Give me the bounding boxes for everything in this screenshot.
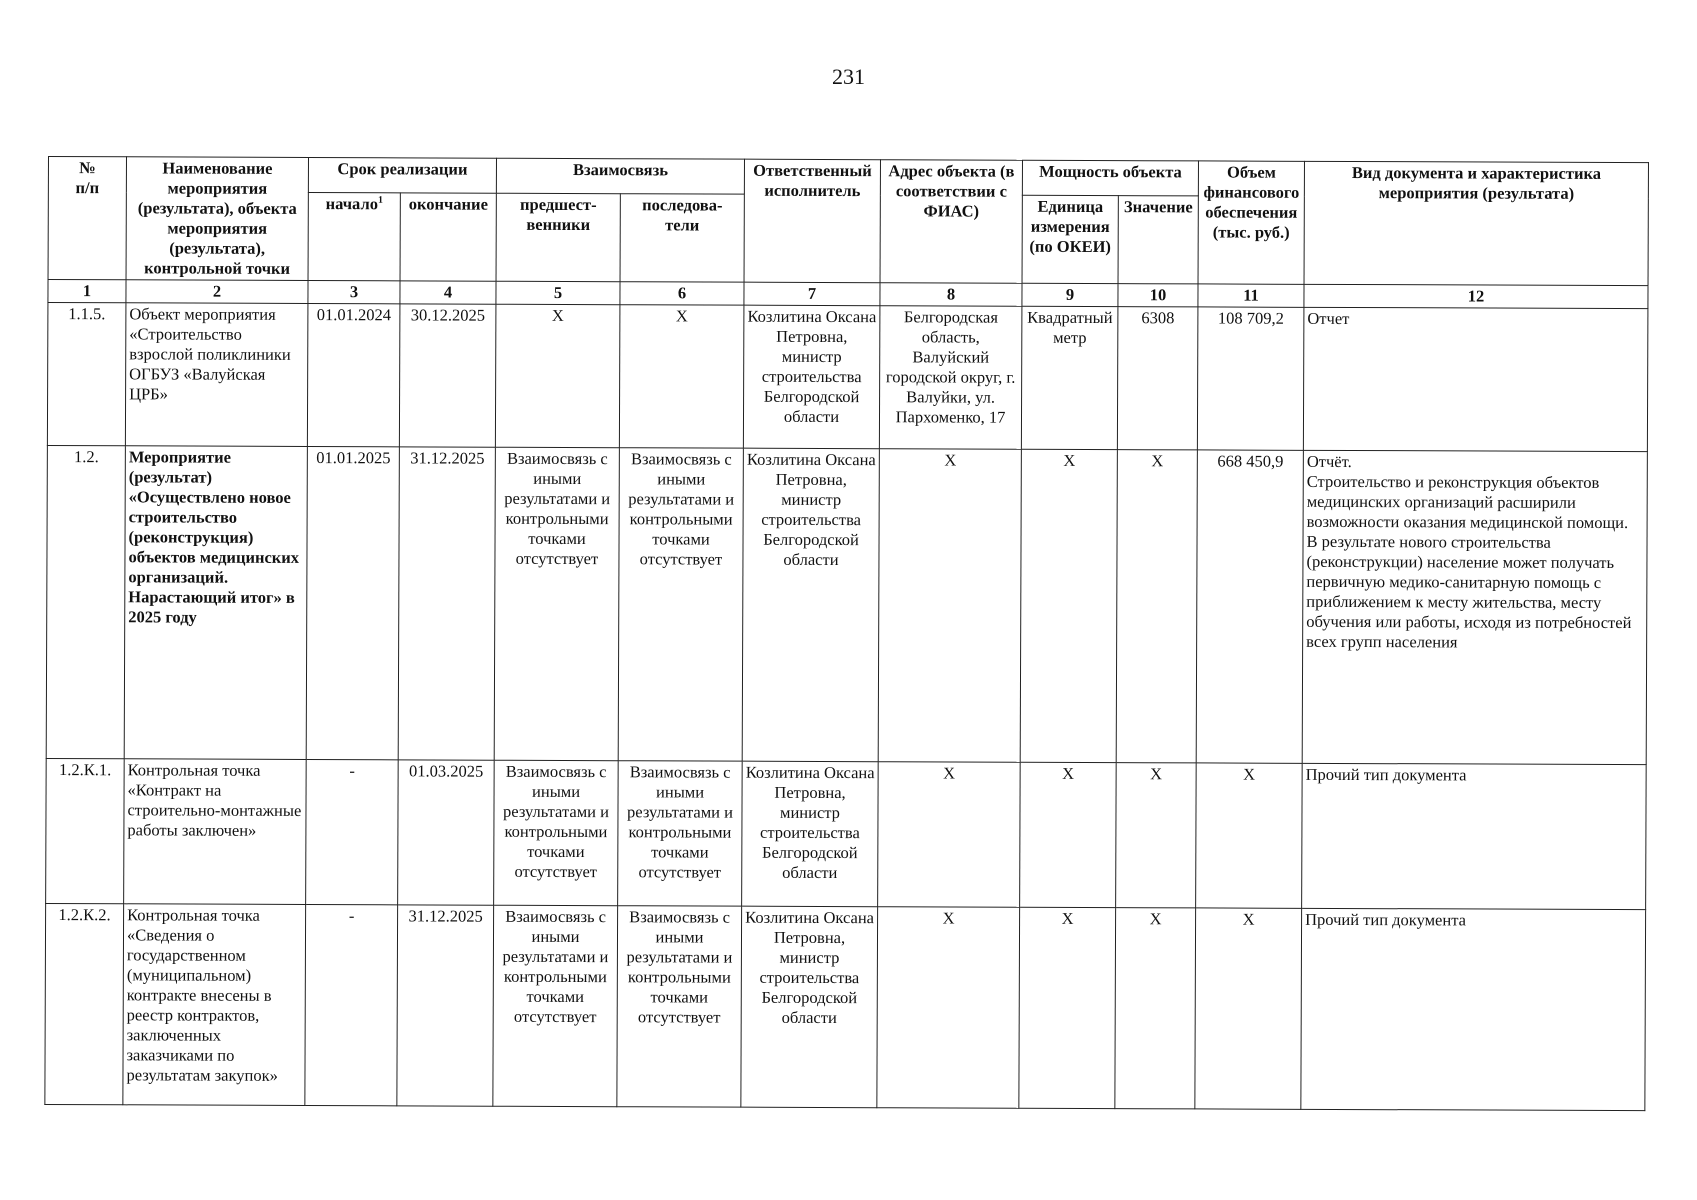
row-finance: X <box>1195 908 1302 1109</box>
page-number: 231 <box>832 64 865 89</box>
table-wrapper <box>44 156 1648 1111</box>
row-num: 1.2.К.1. <box>46 758 125 903</box>
row-finance: 668 450,9 <box>1196 450 1303 763</box>
row-unit: X <box>1020 762 1117 907</box>
header-capacity: Мощность объекта <box>1022 160 1198 196</box>
table-row <box>46 758 1647 909</box>
row-name: Контрольная точка «Контракт на строительно-монтажные работы заключен» <box>124 759 307 905</box>
row-address: X <box>877 907 1020 1109</box>
table-row <box>45 903 1646 1110</box>
column-number: 12 <box>1304 284 1648 308</box>
row-num: 1.1.5. <box>47 303 126 446</box>
row-finance: X <box>1196 763 1303 908</box>
header-period-end: окончание <box>400 193 496 281</box>
header-capacity-unit: Единица измерения (по ОКЕИ) <box>1022 195 1118 283</box>
row-prev: Взаимосвязь с иными результатами и контрольными точками отсутствует <box>494 447 619 760</box>
header-capacity-value: Значение <box>1118 196 1198 284</box>
header-period-start <box>308 192 400 280</box>
row-prev: X <box>495 304 620 447</box>
activities-table <box>44 156 1649 1111</box>
column-number: 9 <box>1022 283 1118 306</box>
header-name: Наименование мероприятия (результата), объекта мероприятия (результата), контрольной точки <box>126 157 308 281</box>
header-relation-prev: предшест- венники <box>496 193 620 281</box>
row-next: Взаимосвязь с иными результатами и контрольными точками отсутствует <box>618 761 743 906</box>
row-doc: Отчёт. Строительство и реконструкция объектов медицинских организаций расширили возможности оказания медицинской помощи. В результате нового строительства (реконструкции) население может получать первичную медико-санитарную помощь с приближением к месту жительства, месту обучения или работы, исходя из потребностей всех групп населения <box>1302 450 1647 764</box>
row-unit: X <box>1020 449 1117 762</box>
header-doc-type: Вид документа и характеристика мероприятия (результата) <box>1304 161 1648 285</box>
header-responsible: Ответственный исполнитель <box>744 159 880 283</box>
row-name: Объект мероприятия «Строительство взрослой поликлиники ОГБУЗ «Валуйская ЦРБ» <box>125 303 308 447</box>
row-start: - <box>306 759 399 904</box>
row-doc: Прочий тип документа <box>1301 908 1646 1110</box>
column-number: 2 <box>126 280 308 304</box>
footnote-marker: 1 <box>377 194 384 206</box>
row-address: X <box>878 762 1021 908</box>
column-number: 7 <box>744 282 880 306</box>
column-number: 3 <box>308 280 400 303</box>
row-responsible: Козлитина Оксана Петровна, министр строительства Белгородской области <box>742 448 879 762</box>
row-end: 31.12.2025 <box>397 905 494 1106</box>
table-row <box>46 445 1647 764</box>
column-number: 4 <box>400 281 496 304</box>
column-number: 8 <box>880 283 1022 307</box>
header-relation: Взаимосвязь <box>496 158 744 194</box>
row-start: - <box>305 904 398 1105</box>
row-end: 31.12.2025 <box>398 447 495 760</box>
row-num: 1.2.К.2. <box>45 903 124 1104</box>
row-unit: Квадратный метр <box>1021 306 1118 449</box>
row-end: 01.03.2025 <box>398 760 495 905</box>
row-address: Белгородская область, Валуйский городской округ, г. Валуйки, ул. Пархоменко, 17 <box>879 306 1022 450</box>
row-next: Взаимосвязь с иными результатами и контрольными точками отсутствует <box>618 448 743 761</box>
row-responsible: Козлитина Оксана Петровна, министр строительства Белгородской области <box>742 761 879 907</box>
column-number: 1 <box>48 280 126 303</box>
row-num: 1.2. <box>46 445 125 758</box>
row-address: X <box>878 449 1021 763</box>
row-start: 01.01.2024 <box>307 303 400 446</box>
header-period: Срок реализации <box>308 158 496 194</box>
column-number: 11 <box>1198 284 1304 307</box>
row-doc: Прочий тип документа <box>1302 763 1647 909</box>
row-start: 01.01.2025 <box>306 446 399 759</box>
header-period-start-label: начало <box>325 194 379 214</box>
header-relation-next: последова- тели <box>620 194 744 282</box>
row-name: Мероприятие (результат) «Осуществлено новое строительство (реконструкция) объектов медицинских организаций. Нарастающий итог» в 2025 году <box>124 446 307 760</box>
row-value: X <box>1115 908 1196 1109</box>
row-next: X <box>619 305 744 448</box>
header-num: № п/п <box>48 157 126 280</box>
header-finance: Объем финансового обеспечения (тыс. руб.) <box>1198 161 1304 284</box>
table-row <box>47 303 1648 452</box>
header-address: Адрес объекта (в соответствии с ФИАС) <box>880 160 1022 284</box>
row-value: X <box>1116 763 1197 908</box>
row-next: Взаимосвязь с иными результатами и контрольными точками отсутствует <box>617 906 742 1107</box>
row-prev: Взаимосвязь с иными результатами и контрольными точками отсутствует <box>493 905 618 1106</box>
row-responsible: Козлитина Оксана Петровна, министр строительства Белгородской области <box>743 305 880 449</box>
column-number: 6 <box>620 282 744 305</box>
row-responsible: Козлитина Оксана Петровна, министр строительства Белгородской области <box>741 906 878 1108</box>
row-doc: Отчет <box>1303 307 1648 451</box>
header-row-1 <box>48 157 1648 198</box>
column-number: 10 <box>1118 284 1198 307</box>
row-value: 6308 <box>1117 307 1198 450</box>
row-value: X <box>1116 450 1197 763</box>
row-finance: 108 709,2 <box>1197 307 1304 450</box>
row-unit: X <box>1019 907 1116 1108</box>
row-prev: Взаимосвязь с иными результатами и контрольными точками отсутствует <box>494 760 619 905</box>
row-name: Контрольная точка «Сведения о государственном (муниципальном) контракте внесены в реестр контрактов, заключенных заказчиками по результатам закупок» <box>123 904 306 1106</box>
column-number: 5 <box>496 281 620 304</box>
row-end: 30.12.2025 <box>399 304 496 447</box>
